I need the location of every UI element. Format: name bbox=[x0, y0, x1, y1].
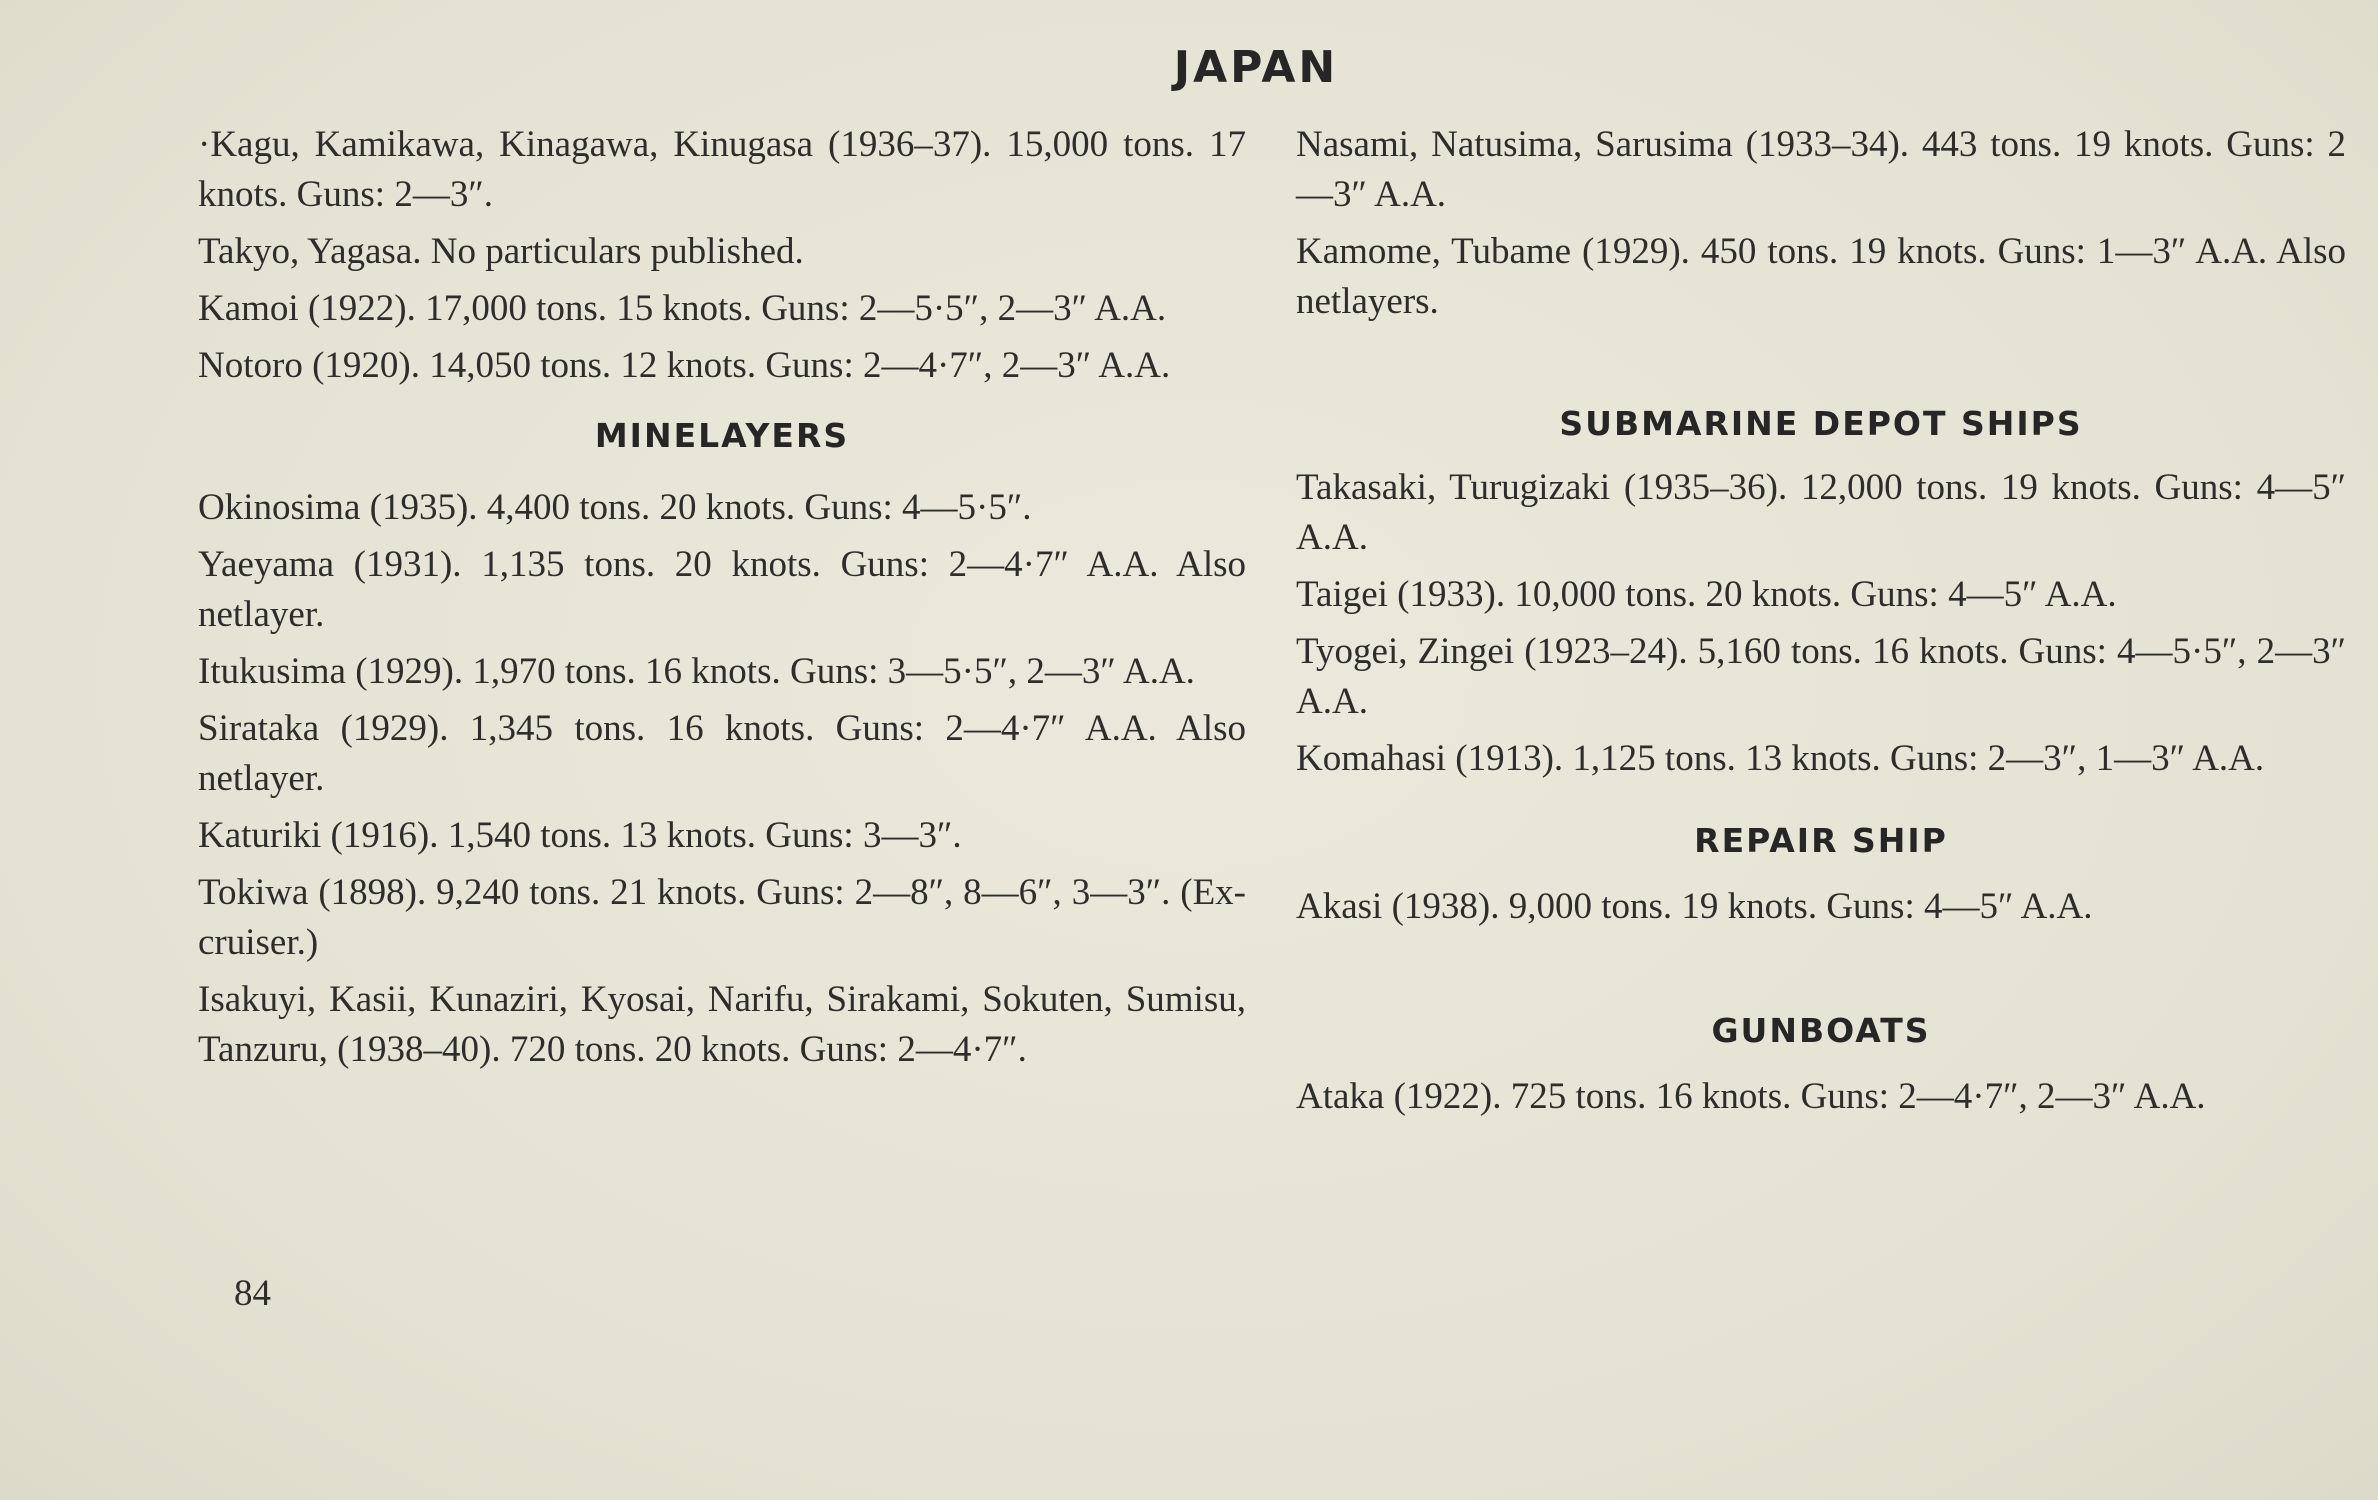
ship-entry-nasami: Nasami, Natusima, Sarusima (1933–34). 443 tons. 19 knots. Guns: 2—3″ A.A. bbox=[1296, 124, 2346, 215]
ship-entry-notoro: Notoro (1920). 14,050 tons. 12 knots. Guns: 2—4·7″, 2—3″ A.A. bbox=[198, 345, 1171, 386]
right-column bbox=[1296, 120, 2346, 1129]
ship-entry-isakuyi: Isakuyi, Kasii, Kunaziri, Kyosai, Narifu, Sirakami, Sokuten, Sumisu, Tanzuru, (1938–40). 720 tons. 20 knots. Guns: 2—4·7″. bbox=[198, 979, 1246, 1070]
ship-entry-itukusima: Itukusima (1929). 1,970 tons. 16 knots. Guns: 3—5·5″, 2—3″ A.A. bbox=[198, 651, 1195, 692]
ship-entry-takyo: Takyo, Yagasa. No particulars published. bbox=[198, 231, 804, 272]
ship-entry-kamoi: Kamoi (1922). 17,000 tons. 15 knots. Guns: 2—5·5″, 2—3″ A.A. bbox=[198, 288, 1167, 329]
page-title: JAPAN bbox=[1173, 42, 1339, 93]
section-heading-repair-ship: REPAIR SHIP bbox=[1694, 821, 1948, 860]
left-column bbox=[198, 120, 1246, 1082]
ship-entry-katuriki: Katuriki (1916). 1,540 tons. 13 knots. Guns: 3—3″. bbox=[198, 815, 962, 856]
ship-entry-tokiwa: Tokiwa (1898). 9,240 tons. 21 knots. Guns: 2—8″, 8—6″, 3—3″. (Ex-cruiser.) bbox=[198, 872, 1246, 963]
ship-entry-komahasi: Komahasi (1913). 1,125 tons. 13 knots. Guns: 2—3″, 1—3″ A.A. bbox=[1296, 738, 2265, 779]
ship-entry-ataka: Ataka (1922). 725 tons. 16 knots. Guns: 2—4·7″, 2—3″ A.A. bbox=[1296, 1076, 2206, 1117]
ship-entry-kagu: ·Kagu, Kamikawa, Kinagawa, Kinugasa (1936–37). 15,000 tons. 17 knots. Guns: 2—3″. bbox=[198, 124, 1246, 215]
ship-entry-yaeyama: Yaeyama (1931). 1,135 tons. 20 knots. Guns: 2—4·7″ A.A. Also netlayer. bbox=[198, 544, 1246, 635]
ship-entry-takasaki: Takasaki, Turugizaki (1935–36). 12,000 tons. 19 knots. Guns: 4—5″ A.A. bbox=[1296, 467, 2346, 558]
ship-entry-okinosima: Okinosima (1935). 4,400 tons. 20 knots. Guns: 4—5·5″. bbox=[198, 487, 1032, 528]
ship-entry-kamome: Kamome, Tubame (1929). 450 tons. 19 knots. Guns: 1—3″ A.A. Also netlayers. bbox=[1296, 231, 2346, 322]
ship-entry-akasi: Akasi (1938). 9,000 tons. 19 knots. Guns: 4—5″ A.A. bbox=[1296, 886, 2093, 927]
page-number: 84 bbox=[234, 1273, 271, 1314]
section-heading-gunboats: GUNBOATS bbox=[1711, 1011, 1931, 1050]
ship-entry-sirataka: Sirataka (1929). 1,345 tons. 16 knots. Guns: 2—4·7″ A.A. Also netlayer. bbox=[198, 708, 1246, 799]
ship-entry-tyogei: Tyogei, Zingei (1923–24). 5,160 tons. 16 knots. Guns: 4—5·5″, 2—3″ A.A. bbox=[1296, 631, 2346, 722]
section-heading-minelayers: MINELAYERS bbox=[594, 416, 850, 455]
ship-entry-taigei: Taigei (1933). 10,000 tons. 20 knots. Guns: 4—5″ A.A. bbox=[1296, 574, 2117, 615]
section-heading-submarine-depot-ships: SUBMARINE DEPOT SHIPS bbox=[1559, 404, 2083, 443]
